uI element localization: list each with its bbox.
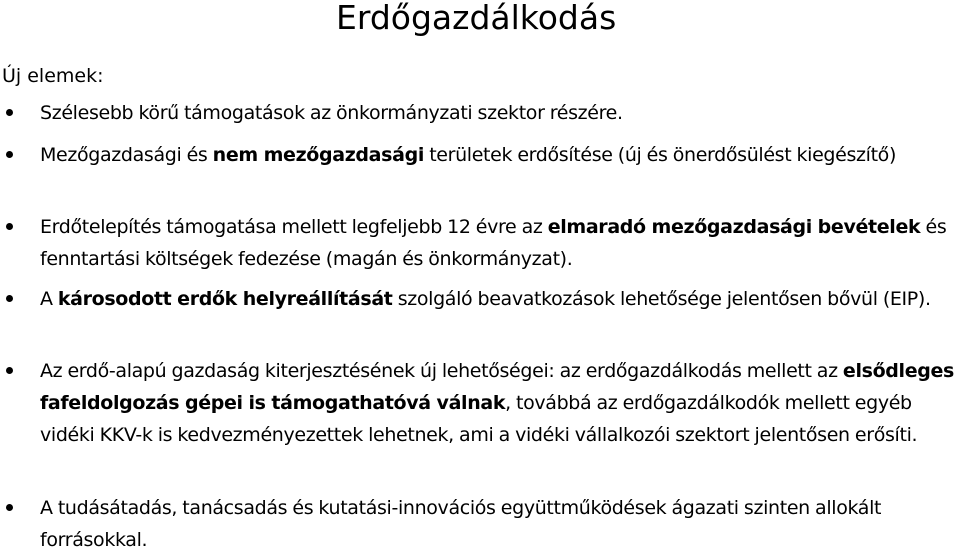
bullet-dot-icon — [6, 109, 13, 116]
bullet-text: Az erdő-alapú gazdaság kiterjesztésének új lehetőségei: az erdőgazdálkodás mellett az elsődleges fafeldolgozás gépei is támogathatóvá válnak, továbbá az erdőgazdálkodók mellett egyéb vidéki KKV-k is kedvezményezettek lehetnek, ami a vidéki vállalkozói szektort jelentősen erősíti. — [40, 360, 954, 446]
bullet-text: A tudásátadás, tanácsadás és kutatási-innovációs együttműködések ágazati szinten allokált forrásokkal. — [40, 497, 882, 551]
bullet-item — [40, 283, 956, 315]
bullet-item — [40, 355, 956, 451]
bullet-text: Erdőtelepítés támogatása mellett legfeljebb 12 évre az elmaradó mezőgazdasági bevételek és fenntartási költségek fedezése (magán és önkormányzat). — [40, 216, 947, 270]
bullet-text: A károsodott erdők helyreállítását szolgáló beavatkozások lehetősége jelentősen bővül (EIP). — [40, 288, 931, 310]
bullet-dot-icon — [6, 504, 13, 511]
bullet-item — [40, 139, 956, 171]
bullet-item — [40, 97, 956, 129]
bullet-dot-icon — [6, 223, 13, 230]
bullet-text: Szélesebb körű támogatások az önkormányzati szektor részére. — [40, 102, 623, 124]
bullet-item — [40, 492, 956, 556]
slide-title: Erdőgazdálkodás — [336, 0, 617, 37]
intro-heading: Új elemek: — [2, 65, 104, 87]
bullet-item — [40, 211, 956, 275]
bullet-text: Mezőgazdasági és nem mezőgazdasági területek erdősítése (új és önerdősülést kiegészítő) — [40, 144, 897, 166]
bullet-dot-icon — [6, 151, 13, 158]
bullet-dot-icon — [6, 367, 13, 374]
bullet-dot-icon — [6, 295, 13, 302]
